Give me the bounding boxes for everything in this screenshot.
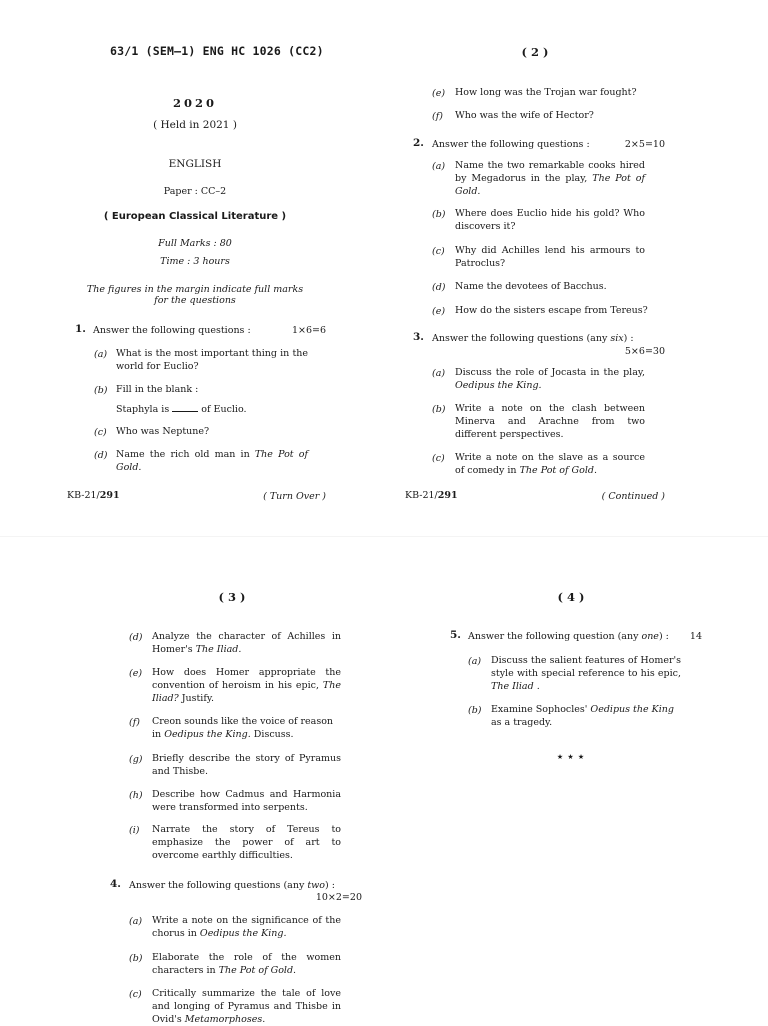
turn-over-note: ( Turn Over ) <box>263 491 326 502</box>
subquestion-text: Examine Sophocles' Oedipus the King as a tragedy. <box>491 704 674 728</box>
marks-note-line2: for the questions <box>154 295 236 306</box>
paper-number: Paper : CC–2 <box>163 186 227 197</box>
course-title: ( European Classical Literature ) <box>103 211 287 222</box>
question-marks: 14 <box>689 631 702 642</box>
page-number: ( 3 ) <box>218 590 246 604</box>
subquestion-text: Name the devotees of Bacchus. <box>455 281 607 292</box>
subquestion-text: What is the most important thing in the world for Euclio? <box>116 348 308 372</box>
subquestion-text: Who was the wife of Hector? <box>455 110 594 121</box>
footer-code: KB-21/291 <box>405 490 458 501</box>
question-number: 1. <box>75 323 86 335</box>
subquestion-label: (e) <box>129 668 143 679</box>
question-text: Answer the following questions : <box>432 139 590 150</box>
subquestion-label: (c) <box>94 427 107 438</box>
subquestion-label: (f) <box>432 111 443 122</box>
subquestion-label: (b) <box>432 404 446 415</box>
subquestion-label: (f) <box>129 717 140 728</box>
continued-note: ( Continued ) <box>601 491 665 502</box>
question-text: Answer the following questions : <box>93 325 251 336</box>
question-marks: 10×2=20 <box>315 892 362 903</box>
subquestion-label: (b) <box>94 385 108 396</box>
subquestion-label: (h) <box>129 790 143 801</box>
subquestion-label: (c) <box>432 246 445 257</box>
page-number: ( 2 ) <box>521 45 549 59</box>
question-number: 2. <box>413 137 424 149</box>
subquestion-text: Analyze the character of Achilles in Homer's The Iliad. <box>152 631 341 655</box>
subquestion-label: (c) <box>432 453 445 464</box>
fill-in-blank: Staphyla is of Euclio. <box>116 404 247 415</box>
subquestion-label: (c) <box>129 989 142 1000</box>
subquestion-text: Creon sounds like the voice of reason in Oedipus the King. Discuss. <box>152 716 334 740</box>
blank-line <box>172 402 198 412</box>
subquestion-text: Name the two remarkable cooks hired by Megadorus in the play, The Pot of Gold. <box>455 160 645 197</box>
subquestion-text: Fill in the blank : <box>116 384 199 395</box>
subquestion-label: (b) <box>432 209 446 220</box>
subquestion-label: (i) <box>129 825 140 836</box>
question-number: 3. <box>413 331 424 343</box>
subquestion-label: (d) <box>129 632 143 643</box>
exam-time: Time : 3 hours <box>160 256 230 267</box>
question-text: Answer the following questions (any two) : <box>129 880 335 891</box>
subquestion-text: Critically summarize the tale of love and longing of Pyramus and Thisbe in Ovid's Metamorphoses. <box>152 988 341 1025</box>
subquestion-text: Briefly describe the story of Pyramus and Thisbe. <box>152 753 341 777</box>
footer-code: KB-21/291 <box>67 490 120 501</box>
subquestion-text: Write a note on the significance of the chorus in Oedipus the King. <box>152 915 341 939</box>
question-marks: 2×5=10 <box>624 139 665 150</box>
subquestion-text: Write a note on the slave as a source of comedy in The Pot of Gold. <box>455 452 645 476</box>
full-marks: Full Marks : 80 <box>158 238 232 249</box>
subquestion-text: How do the sisters escape from Tereus? <box>455 305 648 316</box>
subquestion-text: Describe how Cadmus and Harmonia were transformed into serpents. <box>152 789 341 813</box>
subquestion-label: (a) <box>94 349 108 360</box>
subquestion-text: How does Homer appropriate the convention of heroism in his epic, The Iliad? Justify. <box>152 667 341 704</box>
question-marks: 5×6=30 <box>624 346 665 357</box>
subquestion-text: Who was Neptune? <box>116 426 210 437</box>
subquestion-label: (e) <box>432 88 446 99</box>
page-number: ( 4 ) <box>557 590 585 604</box>
subquestion-text: Discuss the role of Jocasta in the play, Oedipus the King. <box>455 367 645 391</box>
subquestion-label: (g) <box>129 754 143 765</box>
subquestion-text: Name the rich old man in The Pot of Gold. <box>116 449 308 473</box>
subquestion-text: How long was the Trojan war fought? <box>455 87 637 98</box>
subquestion-label: (a) <box>129 916 143 927</box>
subquestion-label: (d) <box>94 450 108 461</box>
marks-note-line1: The figures in the margin indicate full marks <box>86 284 304 295</box>
held-year: ( Held in 2021 ) <box>153 119 237 131</box>
question-marks: 1×6=6 <box>291 325 326 336</box>
page-divider <box>0 536 768 537</box>
subquestion-label: (a) <box>432 368 446 379</box>
question-text: Answer the following question (any one) : <box>468 631 669 642</box>
question-text: Answer the following questions (any six) : <box>432 333 634 344</box>
subquestion-text: Why did Achilles lend his armours to Patroclus? <box>455 245 645 269</box>
exam-year: 2020 <box>172 96 217 110</box>
subquestion-label: (a) <box>432 161 446 172</box>
subquestion-text: Write a note on the clash between Minerva and Arachne from two different perspectives. <box>455 403 645 440</box>
subquestion-text: Narrate the story of Tereus to emphasize the power of art to overcome earthly difficulties. <box>152 824 341 861</box>
subquestion-label: (d) <box>432 282 446 293</box>
question-number: 5. <box>450 629 461 641</box>
subquestion-label: (e) <box>432 306 446 317</box>
subquestion-label: (a) <box>468 656 482 667</box>
subquestion-label: (b) <box>468 705 482 716</box>
end-stars: ★ ★ ★ <box>556 753 586 761</box>
question-number: 4. <box>110 878 121 890</box>
subject-title: ENGLISH <box>168 158 222 170</box>
paper-code: 63/1 (SEM–1) ENG HC 1026 (CC2) <box>110 44 324 58</box>
subquestion-text: Discuss the salient features of Homer's style with special reference to his epic, The Iliad . <box>491 655 681 692</box>
subquestion-label: (b) <box>129 953 143 964</box>
subquestion-text: Where does Euclio hide his gold? Who discovers it? <box>455 208 645 232</box>
subquestion-text: Elaborate the role of the women characters in The Pot of Gold. <box>152 952 341 976</box>
